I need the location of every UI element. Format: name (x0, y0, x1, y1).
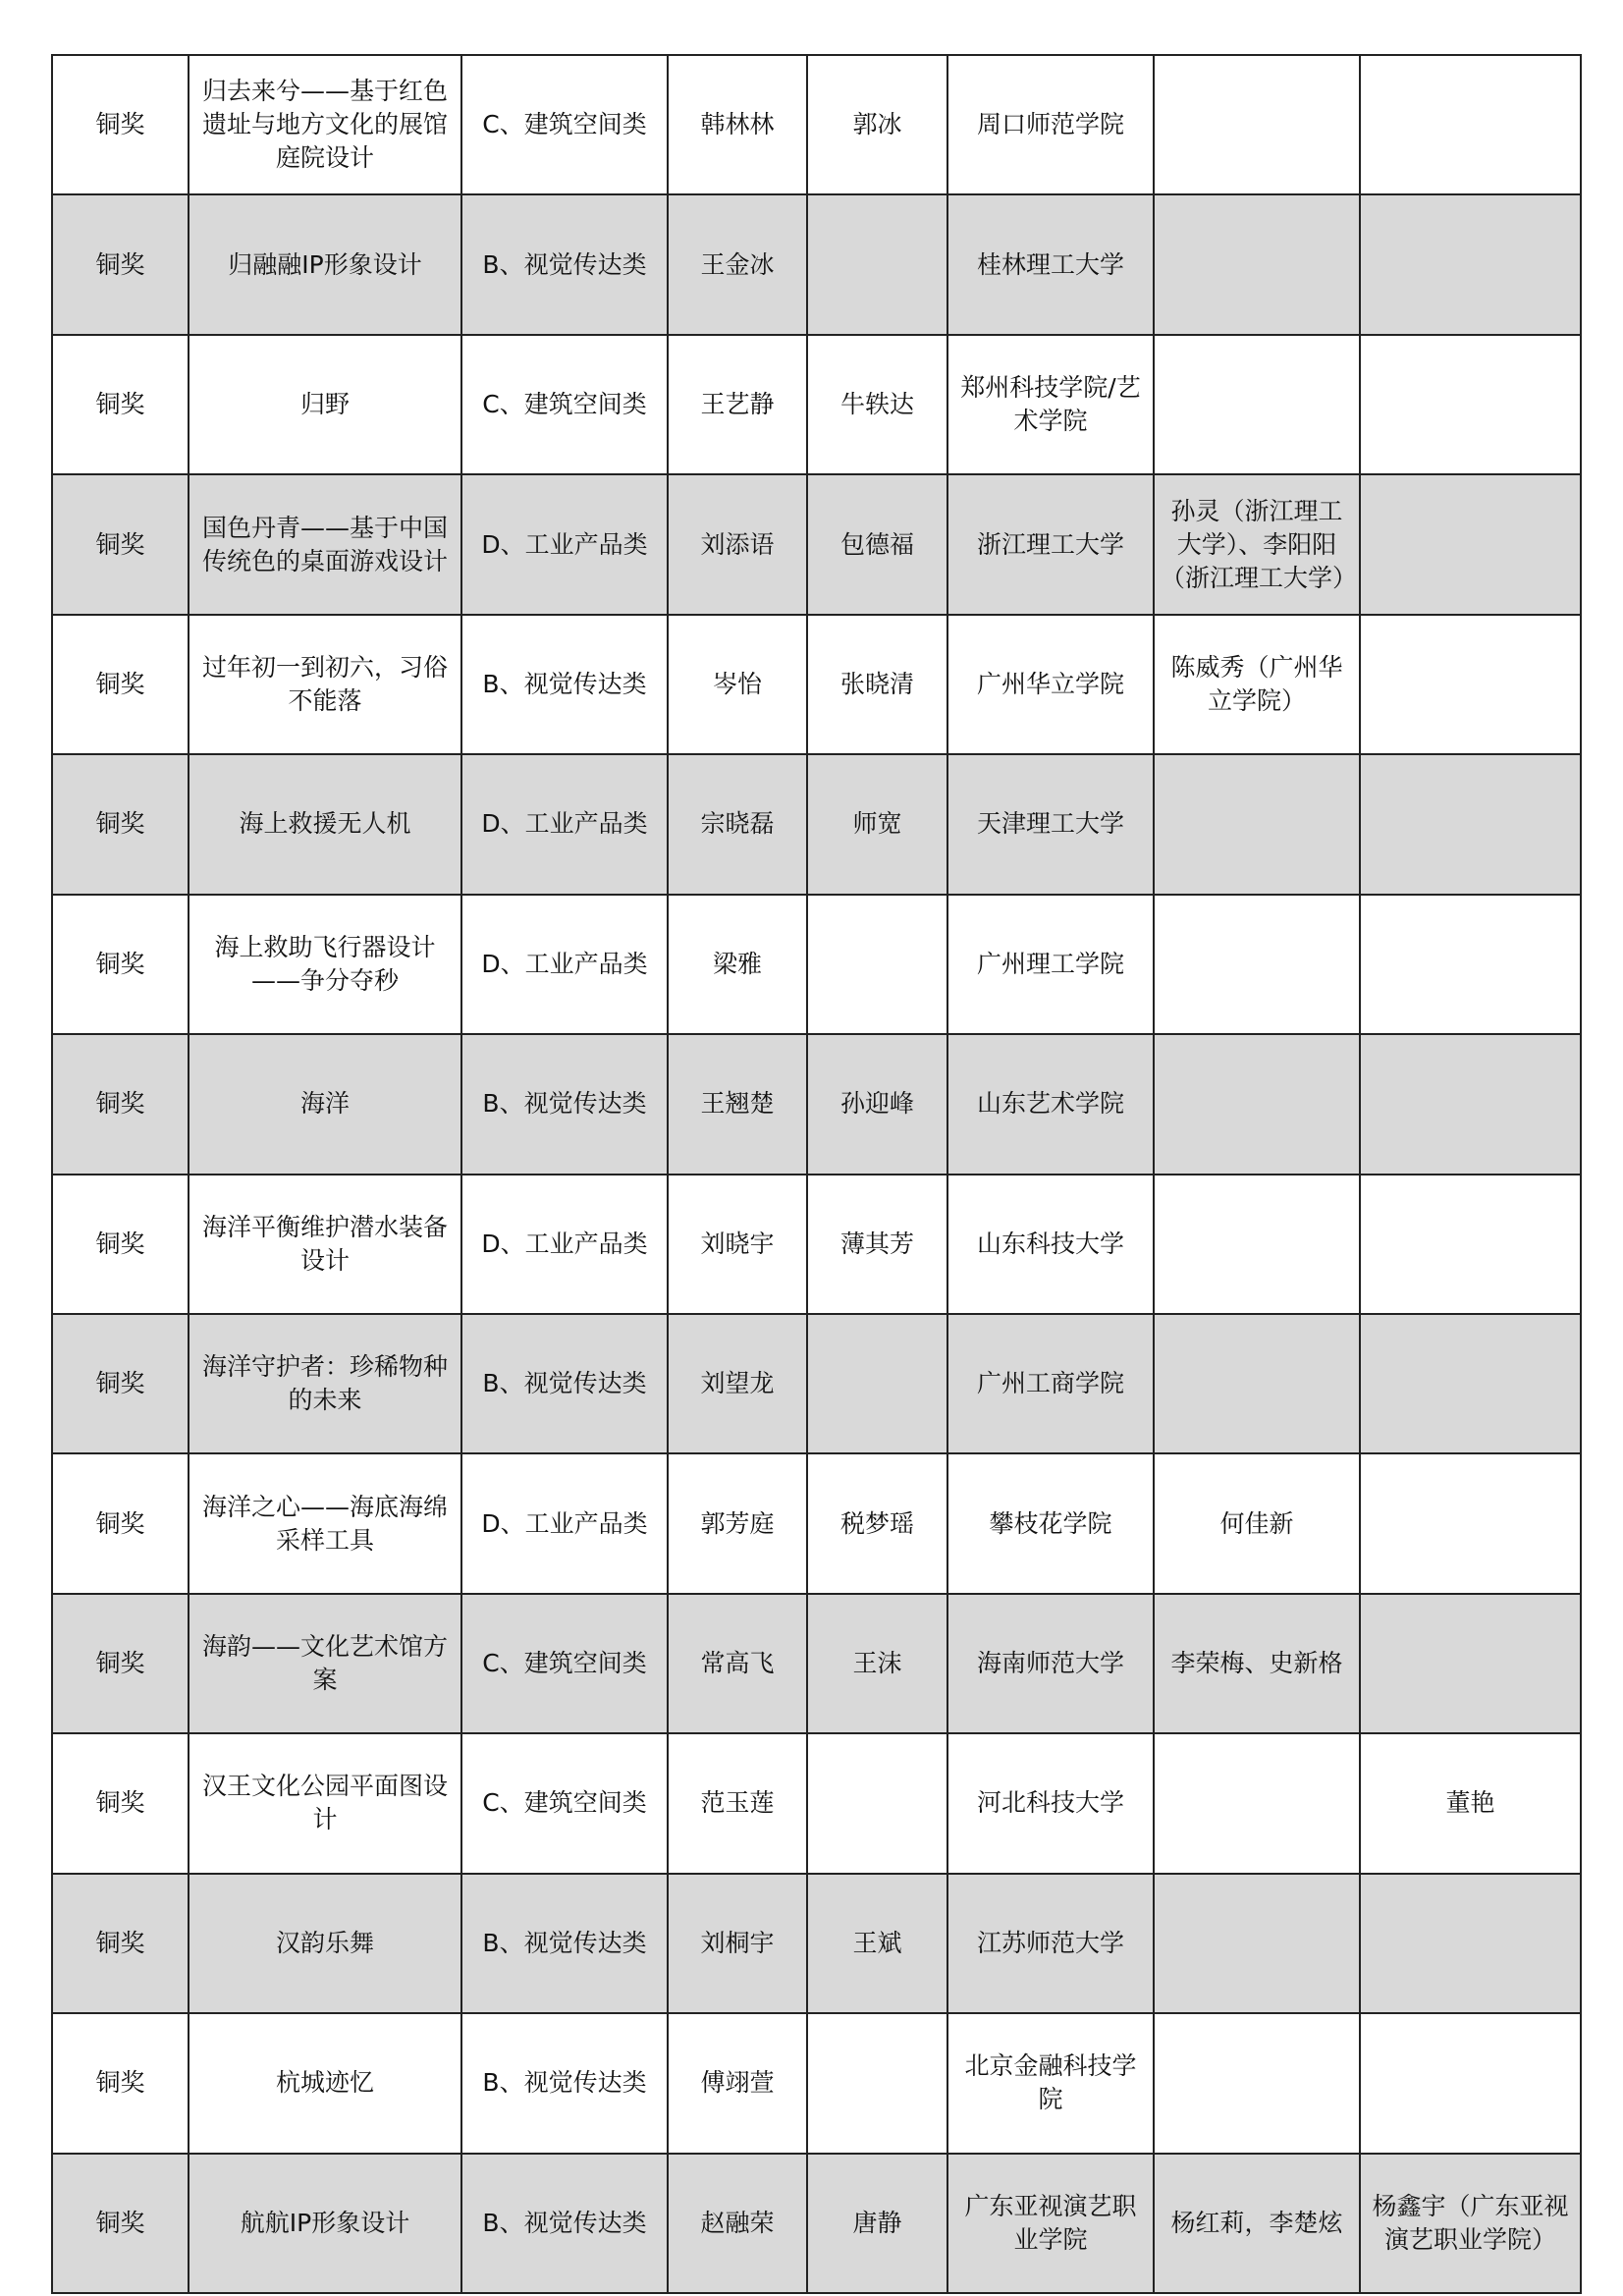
title-cell: 海上救援无人机 (189, 754, 461, 894)
author-cell: 范玉莲 (668, 1733, 807, 1873)
category-cell: C、建筑空间类 (461, 55, 668, 194)
title-cell: 国色丹青——基于中国传统色的桌面游戏设计 (189, 474, 461, 614)
advisor-cell: 孙灵（浙江理工大学）、李阳阳（浙江理工大学） (1154, 474, 1360, 614)
extra-cell (1360, 754, 1581, 894)
title-cell: 海韵——文化艺术馆方案 (189, 1594, 461, 1733)
school-cell: 广东亚视演艺职业学院 (947, 2154, 1154, 2293)
category-cell: C、建筑空间类 (461, 335, 668, 474)
table-row (52, 474, 1581, 614)
title-cell: 过年初一到初六，习俗不能落 (189, 615, 461, 754)
advisor-cell (1154, 1314, 1360, 1453)
award-cell: 铜奖 (52, 1453, 189, 1593)
title-cell: 航航IP形象设计 (189, 2154, 461, 2293)
coauthor-cell (807, 895, 947, 1034)
extra-cell (1360, 1453, 1581, 1593)
title-cell: 归融融IP形象设计 (189, 194, 461, 334)
award-cell: 铜奖 (52, 1034, 189, 1174)
extra-cell (1360, 474, 1581, 614)
table-row (52, 1314, 1581, 1453)
extra-cell: 杨鑫宇（广东亚视演艺职业学院） (1360, 2154, 1581, 2293)
school-cell: 河北科技大学 (947, 1733, 1154, 1873)
table-row (52, 335, 1581, 474)
author-cell: 赵融荣 (668, 2154, 807, 2293)
school-cell: 江苏师范大学 (947, 1874, 1154, 2013)
advisor-cell (1154, 194, 1360, 334)
extra-cell (1360, 1594, 1581, 1733)
table-row (52, 1874, 1581, 2013)
advisor-cell (1154, 55, 1360, 194)
school-cell: 海南师范大学 (947, 1594, 1154, 1733)
award-cell: 铜奖 (52, 1594, 189, 1733)
table-row (52, 754, 1581, 894)
school-cell: 北京金融科技学院 (947, 2013, 1154, 2153)
category-cell: C、建筑空间类 (461, 1733, 668, 1873)
extra-cell (1360, 615, 1581, 754)
category-cell: D、工业产品类 (461, 754, 668, 894)
award-cell: 铜奖 (52, 474, 189, 614)
title-cell: 汉王文化公园平面图设计 (189, 1733, 461, 1873)
advisor-cell (1154, 754, 1360, 894)
award-cell: 铜奖 (52, 55, 189, 194)
advisor-cell: 何佳新 (1154, 1453, 1360, 1593)
table-row (52, 1034, 1581, 1174)
table-row (52, 194, 1581, 334)
award-cell: 铜奖 (52, 1874, 189, 2013)
extra-cell (1360, 1175, 1581, 1314)
school-cell: 山东科技大学 (947, 1175, 1154, 1314)
school-cell: 郑州科技学院/艺术学院 (947, 335, 1154, 474)
award-cell: 铜奖 (52, 2013, 189, 2153)
table-row (52, 1175, 1581, 1314)
title-cell: 海洋平衡维护潜水装备设计 (189, 1175, 461, 1314)
title-cell: 归野 (189, 335, 461, 474)
coauthor-cell: 包德福 (807, 474, 947, 614)
table-row (52, 895, 1581, 1034)
table-row (52, 1733, 1581, 1873)
title-cell: 归去来兮——基于红色遗址与地方文化的展馆庭院设计 (189, 55, 461, 194)
category-cell: B、视觉传达类 (461, 1314, 668, 1453)
title-cell: 海上救助飞行器设计——争分夺秒 (189, 895, 461, 1034)
category-cell: B、视觉传达类 (461, 2013, 668, 2153)
author-cell: 王金冰 (668, 194, 807, 334)
author-cell: 韩林林 (668, 55, 807, 194)
advisor-cell: 杨红莉，李楚炫 (1154, 2154, 1360, 2293)
category-cell: B、视觉传达类 (461, 2154, 668, 2293)
advisor-cell (1154, 1874, 1360, 2013)
school-cell: 浙江理工大学 (947, 474, 1154, 614)
advisor-cell (1154, 1733, 1360, 1873)
category-cell: D、工业产品类 (461, 474, 668, 614)
coauthor-cell (807, 1733, 947, 1873)
award-cell: 铜奖 (52, 1175, 189, 1314)
table-row (52, 2154, 1581, 2293)
school-cell: 山东艺术学院 (947, 1034, 1154, 1174)
school-cell: 天津理工大学 (947, 754, 1154, 894)
awards-table (51, 54, 1582, 2294)
coauthor-cell: 王沫 (807, 1594, 947, 1733)
author-cell: 王翘楚 (668, 1034, 807, 1174)
advisor-cell (1154, 2013, 1360, 2153)
coauthor-cell: 薄其芳 (807, 1175, 947, 1314)
advisor-cell (1154, 1175, 1360, 1314)
title-cell: 汉韵乐舞 (189, 1874, 461, 2013)
advisor-cell (1154, 1034, 1360, 1174)
advisor-cell: 李荣梅、史新格 (1154, 1594, 1360, 1733)
coauthor-cell: 牛轶达 (807, 335, 947, 474)
author-cell: 宗晓磊 (668, 754, 807, 894)
category-cell: D、工业产品类 (461, 1453, 668, 1593)
coauthor-cell: 孙迎峰 (807, 1034, 947, 1174)
award-cell: 铜奖 (52, 754, 189, 894)
category-cell: D、工业产品类 (461, 895, 668, 1034)
extra-cell (1360, 1874, 1581, 2013)
table-row (52, 615, 1581, 754)
extra-cell (1360, 2013, 1581, 2153)
award-cell: 铜奖 (52, 194, 189, 334)
category-cell: C、建筑空间类 (461, 1594, 668, 1733)
advisor-cell (1154, 335, 1360, 474)
award-cell: 铜奖 (52, 2154, 189, 2293)
category-cell: B、视觉传达类 (461, 1874, 668, 2013)
author-cell: 常高飞 (668, 1594, 807, 1733)
table-row (52, 2013, 1581, 2153)
school-cell: 广州工商学院 (947, 1314, 1154, 1453)
coauthor-cell: 郭冰 (807, 55, 947, 194)
category-cell: B、视觉传达类 (461, 194, 668, 334)
coauthor-cell (807, 2013, 947, 2153)
advisor-cell (1154, 895, 1360, 1034)
award-cell: 铜奖 (52, 1733, 189, 1873)
table-row (52, 1453, 1581, 1593)
coauthor-cell: 师宽 (807, 754, 947, 894)
author-cell: 岑怡 (668, 615, 807, 754)
title-cell: 杭城迹忆 (189, 2013, 461, 2153)
awards-table-body (52, 55, 1581, 2293)
award-cell: 铜奖 (52, 335, 189, 474)
author-cell: 刘桐宇 (668, 1874, 807, 2013)
category-cell: D、工业产品类 (461, 1175, 668, 1314)
coauthor-cell: 王斌 (807, 1874, 947, 2013)
author-cell: 刘添语 (668, 474, 807, 614)
title-cell: 海洋 (189, 1034, 461, 1174)
extra-cell (1360, 895, 1581, 1034)
school-cell: 广州华立学院 (947, 615, 1154, 754)
table-row (52, 1594, 1581, 1733)
school-cell: 广州理工学院 (947, 895, 1154, 1034)
extra-cell (1360, 194, 1581, 334)
award-cell: 铜奖 (52, 895, 189, 1034)
school-cell: 桂林理工大学 (947, 194, 1154, 334)
extra-cell (1360, 55, 1581, 194)
coauthor-cell (807, 1314, 947, 1453)
author-cell: 傅翊萱 (668, 2013, 807, 2153)
coauthor-cell (807, 194, 947, 334)
coauthor-cell: 税梦瑶 (807, 1453, 947, 1593)
extra-cell: 董艳 (1360, 1733, 1581, 1873)
author-cell: 梁雅 (668, 895, 807, 1034)
title-cell: 海洋之心——海底海绵采样工具 (189, 1453, 461, 1593)
category-cell: B、视觉传达类 (461, 615, 668, 754)
title-cell: 海洋守护者：珍稀物种的未来 (189, 1314, 461, 1453)
extra-cell (1360, 1034, 1581, 1174)
category-cell: B、视觉传达类 (461, 1034, 668, 1174)
award-cell: 铜奖 (52, 1314, 189, 1453)
school-cell: 攀枝花学院 (947, 1453, 1154, 1593)
table-row (52, 55, 1581, 194)
extra-cell (1360, 335, 1581, 474)
coauthor-cell: 唐静 (807, 2154, 947, 2293)
author-cell: 刘望龙 (668, 1314, 807, 1453)
author-cell: 郭芳庭 (668, 1453, 807, 1593)
award-cell: 铜奖 (52, 615, 189, 754)
author-cell: 刘晓宇 (668, 1175, 807, 1314)
school-cell: 周口师范学院 (947, 55, 1154, 194)
author-cell: 王艺静 (668, 335, 807, 474)
extra-cell (1360, 1314, 1581, 1453)
advisor-cell: 陈威秀（广州华立学院） (1154, 615, 1360, 754)
coauthor-cell: 张晓清 (807, 615, 947, 754)
